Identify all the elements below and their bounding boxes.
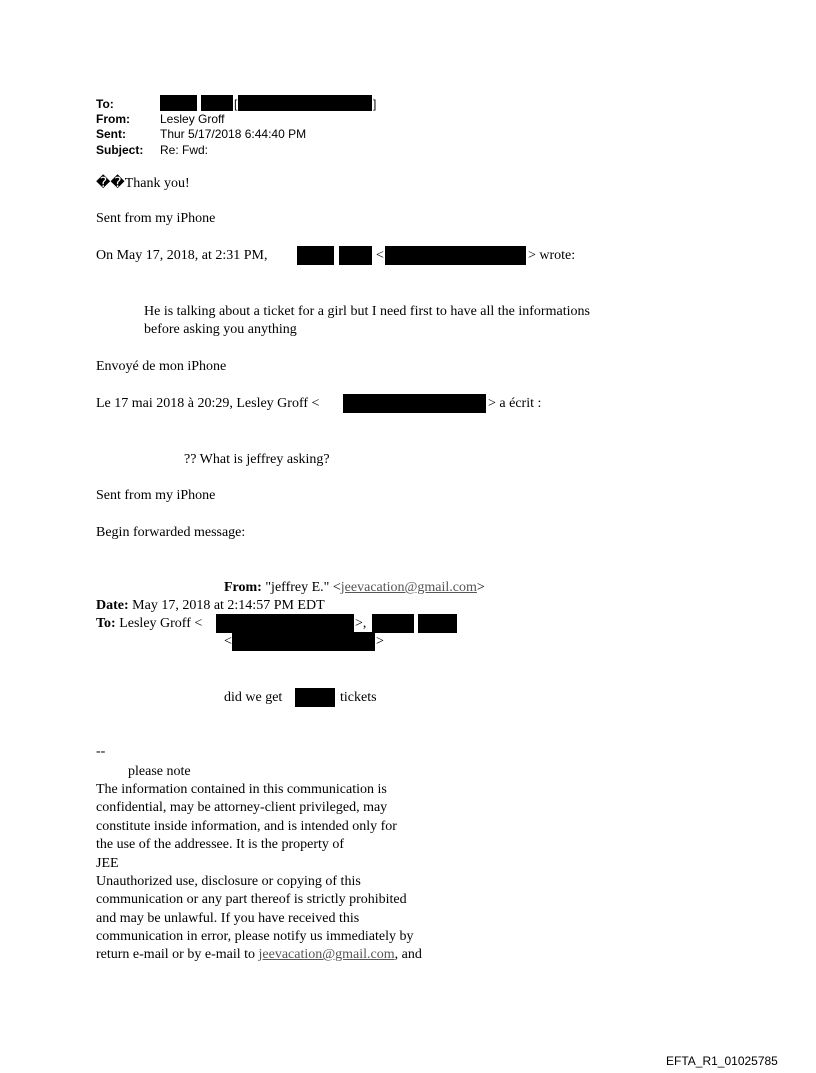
- sent-label: Sent:: [96, 127, 126, 141]
- disclaimer-line: and may be unlawful. If you have received this: [96, 911, 360, 926]
- redaction: [216, 614, 354, 633]
- fwd-to-open2: <: [224, 634, 232, 649]
- sent-from-iphone: Sent from my iPhone: [96, 488, 216, 503]
- le-prefix: Le 17 mai 2018 à 20:29, Lesley Groff <: [96, 396, 320, 411]
- redaction: [238, 95, 372, 111]
- disclaimer-email-link[interactable]: jeevacation@gmail.com: [258, 947, 395, 962]
- disclaimer-last-suffix: , and: [394, 947, 422, 962]
- disclaimer-line: constitute inside information, and is intended only for: [96, 819, 397, 834]
- redaction: [232, 632, 375, 651]
- subject-label: Subject:: [96, 143, 144, 157]
- on-date-prefix: On May 17, 2018, at 2:31 PM,: [96, 248, 268, 263]
- question-line: ?? What is jeffrey asking?: [184, 452, 330, 467]
- fwd-from-email[interactable]: jeevacation@gmail.com: [340, 580, 477, 595]
- fwd-to-line: [96, 616, 202, 632]
- disclaimer-line: the use of the addressee. It is the property of: [96, 837, 345, 852]
- le-suffix: > a écrit :: [488, 396, 542, 411]
- disclaimer-line: confidential, may be attorney-client privileged, may: [96, 800, 388, 815]
- redaction: [339, 246, 372, 265]
- fwd-to-sep: >,: [355, 616, 367, 631]
- disclaimer-line: communication in error, please notify us immediately by: [96, 929, 414, 944]
- redaction: [297, 246, 334, 265]
- redaction: [418, 614, 457, 633]
- redaction: [385, 246, 526, 265]
- begin-forwarded: Begin forwarded message:: [96, 525, 246, 540]
- fwd-to-label: To:: [96, 616, 116, 631]
- fwd-body-suffix: tickets: [340, 690, 377, 705]
- please-note: please note: [128, 764, 191, 779]
- thank-you-line: ��Thank you!: [96, 176, 190, 191]
- disclaimer-line: The information contained in this communication is: [96, 782, 387, 797]
- fwd-date-line: [96, 598, 325, 614]
- redaction: [295, 688, 335, 707]
- quote-line: He is talking about a ticket for a girl but I need first to have all the informations: [144, 304, 590, 319]
- fwd-from-close: >: [476, 580, 485, 595]
- disclaimer-line: Unauthorized use, disclosure or copying of this: [96, 874, 361, 889]
- fwd-from-name: "jeffrey E." <: [265, 580, 341, 595]
- bracket-open: [: [234, 97, 238, 111]
- redaction: [343, 394, 486, 413]
- disclaimer-last-prefix: return e-mail or by e-mail to: [96, 947, 259, 962]
- disclaimer-last-line: [96, 947, 422, 963]
- from-label: From:: [96, 112, 130, 126]
- bracket-close: ]: [373, 97, 377, 111]
- fwd-from-line: [224, 580, 485, 596]
- signature-dashes: --: [96, 744, 106, 759]
- on-date-suffix: > wrote:: [528, 248, 576, 263]
- disclaimer-line: communication or any part thereof is strictly prohibited: [96, 892, 407, 907]
- fwd-body-prefix: did we get: [224, 690, 283, 705]
- fwd-to-close2: >: [376, 634, 384, 649]
- disclaimer-line: JEE: [96, 856, 119, 871]
- fwd-from-label: From:: [224, 580, 262, 595]
- fwd-date-label: Date:: [96, 598, 129, 613]
- redaction: [372, 614, 414, 633]
- sent-from-iphone: Sent from my iPhone: [96, 211, 216, 226]
- document-id: EFTA_R1_01025785: [666, 1054, 778, 1068]
- on-date-open: <: [376, 248, 384, 263]
- envoye-line: Envoyé de mon iPhone: [96, 359, 227, 374]
- redaction: [160, 95, 197, 111]
- subject-value: Re: Fwd:: [160, 143, 209, 157]
- sent-value: Thur 5/17/2018 6:44:40 PM: [160, 127, 307, 141]
- redaction: [201, 95, 233, 111]
- fwd-to-value: Lesley Groff <: [119, 616, 203, 631]
- to-label: To:: [96, 97, 114, 111]
- from-value: Lesley Groff: [160, 112, 225, 126]
- fwd-date-value: May 17, 2018 at 2:14:57 PM EDT: [132, 598, 325, 613]
- quote-line: before asking you anything: [144, 322, 297, 337]
